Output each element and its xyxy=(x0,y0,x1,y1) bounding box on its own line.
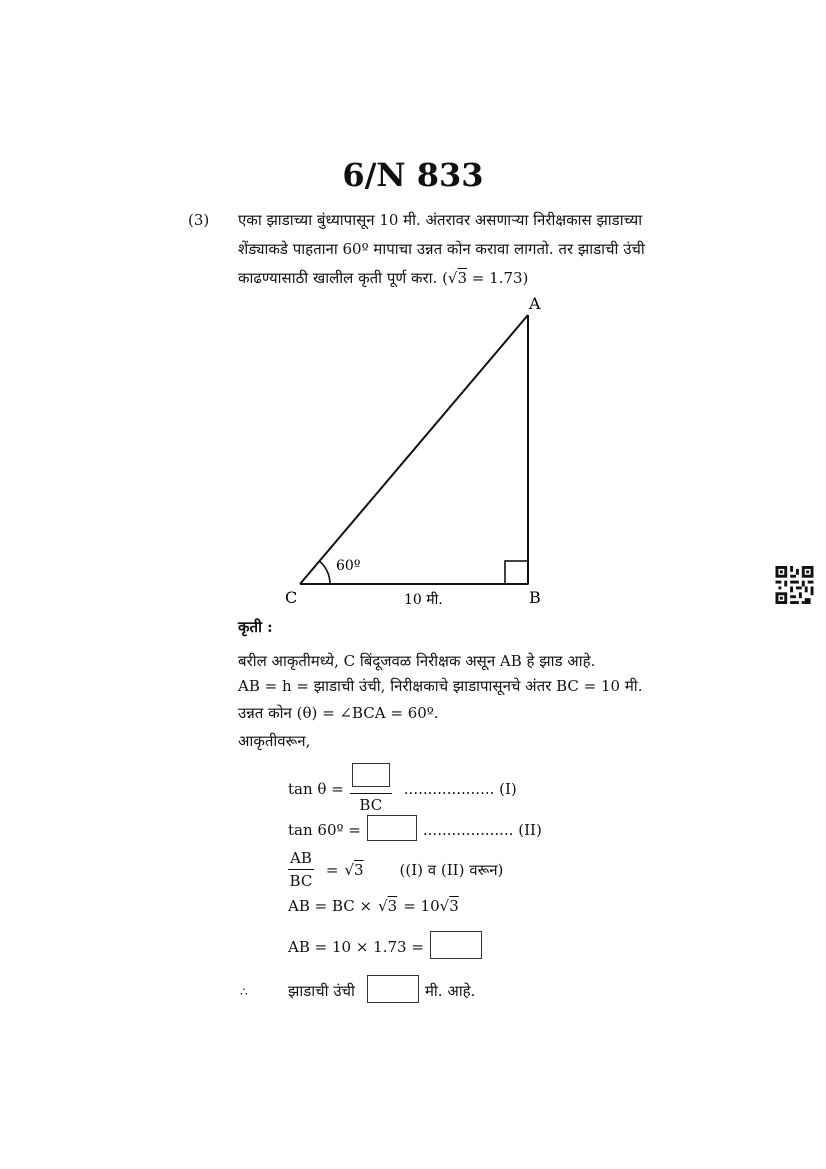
angle-label: 60º xyxy=(336,558,361,574)
sqrt-sign: √ xyxy=(447,269,458,287)
vertex-a-label: A xyxy=(529,294,541,313)
vertex-b-label: B xyxy=(529,588,541,607)
sqrt-radicand: 3 xyxy=(457,269,468,287)
eq3-sqrt: √3 xyxy=(344,860,364,879)
activity-heading: कृती : xyxy=(238,618,273,636)
eq1-fraction: BC xyxy=(350,763,392,814)
question-line-1: एका झाडाच्या बुंध्यापासून 10 मी. अंतरावर असणाऱ्या निरीक्षकास झाडाच्या xyxy=(238,211,643,229)
page-code: 6/N 833 xyxy=(342,156,484,194)
eq4-sqrt-2: √3 xyxy=(439,897,459,915)
eq3-fraction: $\frac{AB}{BC}$ xyxy=(289,849,313,890)
question-line-3-text: काढण्यासाठी खालील कृती पूर्ण करा. xyxy=(238,269,438,287)
equation-1: tan θ = BC ................... (I) xyxy=(288,763,523,814)
question-number: (3) xyxy=(188,211,210,229)
equation-5: AB = 10 × 1.73 = xyxy=(288,931,488,963)
eq4-sqrt-1: √3 xyxy=(378,897,398,915)
side-ca xyxy=(300,315,528,584)
sqrt-note: (√3 = 1.73) xyxy=(442,269,529,287)
answer-box-1[interactable] xyxy=(352,763,390,787)
activity-line-3: उन्नत कोन (θ) = ∠BCA = 60º. xyxy=(238,704,439,722)
equation-3: $\frac{AB}{BC}$ = √3 ((I) व (II) वरून) xyxy=(289,849,504,890)
angle-arc xyxy=(319,561,330,584)
question-line-2: शेंड्याकडे पाहताना 60º मापाचा उन्नत कोन करावा लागतो. तर झाडाची उंची xyxy=(238,240,645,258)
right-angle-marker xyxy=(505,561,528,584)
conclusion-line: झाडाची उंची मी. आहे. xyxy=(288,975,475,1007)
equation-2: tan 60º = ................... (II) xyxy=(288,815,542,845)
activity-line-1: बरील आकृतीमध्ये, C बिंदूजवळ निरीक्षक असून AB हे झाड आहे. xyxy=(238,652,596,670)
answer-box-3[interactable] xyxy=(430,931,482,959)
base-length-label: 10 मी. xyxy=(404,592,443,608)
vertex-c-label: C xyxy=(285,588,298,607)
activity-line-4: आकृतीवरून, xyxy=(238,732,311,750)
activity-line-2: AB = h = झाडाची उंची, निरीक्षकाचे झाडापासूनचे अंतर BC = 10 मी. xyxy=(238,677,643,695)
answer-box-4[interactable] xyxy=(367,975,419,1003)
answer-box-2[interactable] xyxy=(367,815,417,841)
equation-4: AB = BC × √3 = 10 √3 xyxy=(288,897,459,915)
therefore-symbol: ∴ xyxy=(240,985,248,999)
qr-code-icon xyxy=(775,566,814,604)
